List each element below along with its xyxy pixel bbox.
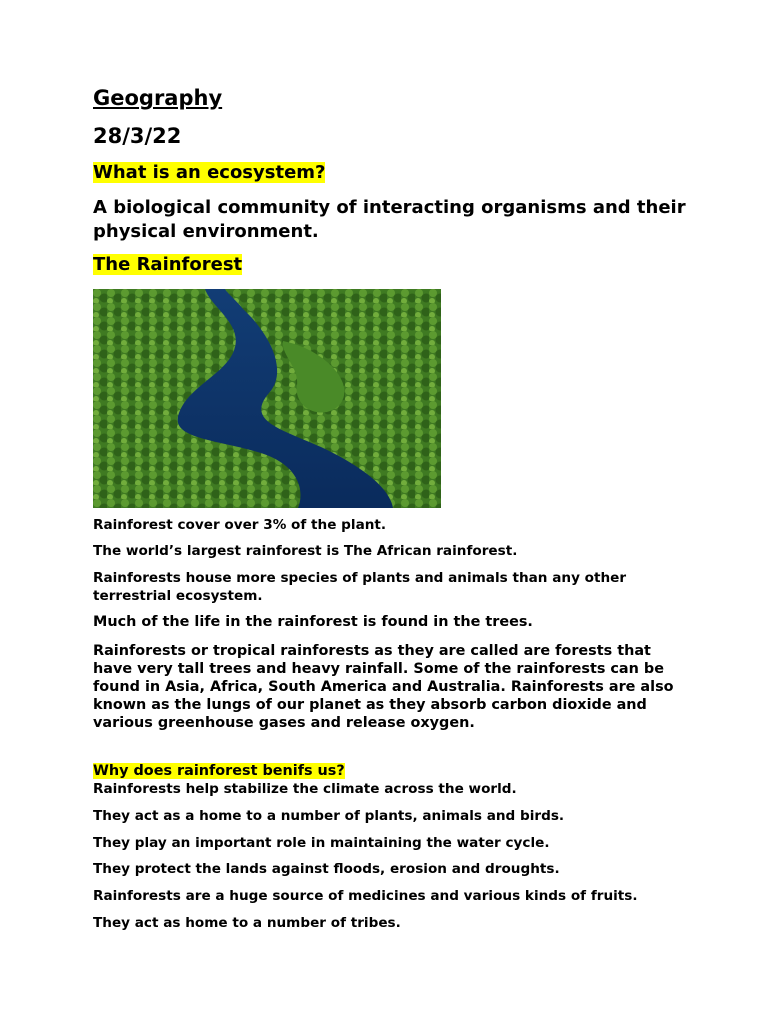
fact-5: Rainforests or tropical rainforests as they are called are forests that have very tall trees and heavy rainfall. Some of the rainforests can be found in Asia, Africa, South America and Australia. Rainforests are also known as the lungs of our planet as they absorb carbon dioxide and various greenhouse gases and release oxygen. xyxy=(93,643,674,731)
benefit-4: They protect the lands against floods, erosion and droughts. xyxy=(93,861,560,877)
fact-4: Much of the life in the rainforest is found in the trees. xyxy=(93,614,533,630)
fact-1: Rainforest cover over 3% of the plant. xyxy=(93,517,387,533)
rainforest-river-photo xyxy=(93,289,441,508)
benefit-5: Rainforests are a huge source of medicines and various kinds of fruits. xyxy=(93,888,638,904)
benefit-1: Rainforests help stabilize the climate across the world. xyxy=(93,781,517,797)
definition-paragraph: A biological community of interacting organisms and their physical environment. xyxy=(93,197,686,242)
benefit-6: They act as home to a number of tribes. xyxy=(93,915,401,931)
question2-text: Why does rainforest benifs us? xyxy=(93,763,345,779)
question-text: What is an ecosystem? xyxy=(93,162,326,183)
benefit-2: They act as a home to a number of plants, animals and birds. xyxy=(93,808,565,824)
fact-2: The world’s largest rainforest is The African rainforest. xyxy=(93,543,518,559)
date-heading: 28/3/22 xyxy=(93,124,182,148)
benefit-3: They play an important role in maintaining the water cycle. xyxy=(93,835,550,851)
question-heading xyxy=(93,162,325,183)
fact-3: Rainforests house more species of plants and animals than any other terrestrial ecosystem. xyxy=(93,570,627,604)
section-heading xyxy=(93,254,242,275)
question2-heading xyxy=(93,763,345,779)
page-title: Geography xyxy=(93,86,223,110)
section-text: The Rainforest xyxy=(93,254,243,275)
